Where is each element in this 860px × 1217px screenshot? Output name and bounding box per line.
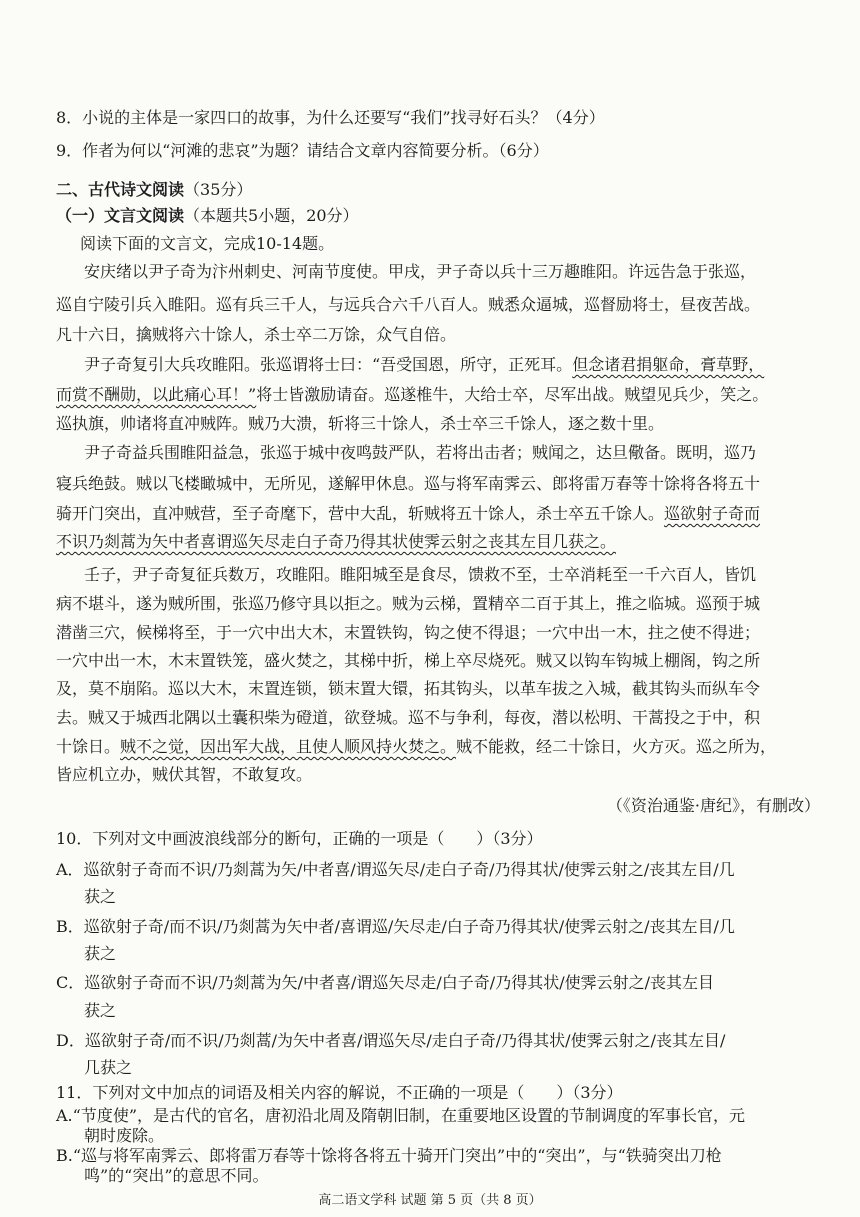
q10-option-c-cont: 获之 [84, 1001, 117, 1020]
q11-option-a: A.“节度使”，是古代的官名，唐初沿北周及隋朝旧制，在重要地区设置的节制调度的军事长官，元 [56, 1106, 746, 1125]
question-11-stem: 11．下列对文中加点的词语及相关内容的解说，不正确的一项是（ ）（3分） [56, 1083, 623, 1102]
passage-source: （《资治通鉴·唐纪》，有删改） [606, 796, 820, 815]
passage-line: 皆应机立办，贼伏其智，不敢复攻。 [56, 765, 313, 784]
passage-text: 尹子奇复引大兵攻睢阳。张巡谓将士曰：“吾受国恩，所守，正死耳。 [84, 355, 573, 374]
passage-line: 凡十六日，擒贼将六十馀人，杀士卒二万馀，众气自倍。 [56, 325, 457, 344]
q11-option-a-cont: 朝时废除。 [84, 1126, 165, 1145]
question-8: 8．小说的主体是一家四口的故事，为什么还要写“我们”找寻好石头？（4分） [56, 108, 605, 127]
passage-line [56, 504, 816, 524]
q10-option-d: D．巡欲射子奇/而不识/乃剡蒿/为矢中者喜/谓巡矢尽/走白子奇/乃得其状/使霁云射之/丧其左目/ [56, 1031, 726, 1050]
wavy-underlined-text: 而赏不酬勋，以此痛心耳！” [56, 385, 257, 404]
passage-line: 病不堪斗，遂为贼所围，张巡乃修守具以拒之。贼为云梯，置精卒二百于其上，推之临城。巡预于城 [56, 594, 761, 613]
section-heading [56, 180, 816, 200]
passage-line: 巡自宁陵引兵入睢阳。巡有兵三千人，与远兵合六千八百人。贼悉众逼城，巡督励将士，昼夜苦战。 [56, 295, 761, 314]
passage-line [56, 385, 816, 405]
passage-line: 去。贼又于城西北隅以土囊积柴为磴道，欲登城。巡不与争利，每夜，潜以松明、干蒿投之于中，积 [56, 708, 761, 727]
q10-option-c: C．巡欲射子奇而不识/乃剡蒿为矢/中者喜/谓巡矢尽走/白子奇/乃得其状/使霁云射之/丧其左目 [56, 973, 714, 992]
passage-line: 安庆绪以尹子奇为汴州刺史、河南节度使。甲戌，尹子奇以兵十三万趣睢阳。许远告急于张巡， [84, 262, 757, 281]
passage-line: 潜凿三穴，候梯将至，于一穴中出大木，末置铁钩，钩之使不得退；一穴中出一木，拄之使不得进； [56, 623, 761, 642]
wavy-underlined-text: 贼不之觉，因出军大战，且使人顺风持火焚之。 [120, 737, 457, 756]
passage-line [84, 355, 816, 375]
passage-text: 骑开门突出，直冲贼营，至子奇麾下，营中大乱，斩贼将五十馀人，杀士卒五千馀人。 [56, 504, 665, 523]
section-score: （35分） [184, 180, 253, 199]
q10-option-b-cont: 获之 [84, 944, 117, 963]
q10-option-d-cont: 几获之 [84, 1058, 133, 1077]
q11-option-b-cont: 鸣”的“突出”的意思不同。 [84, 1166, 269, 1185]
passage-line [56, 737, 816, 757]
passage-line: 及，莫不崩陷。巡以大木，末置连锁，锁末置大镮，拓其钩头，以革车拔之入城，截其钩头而纵车令 [56, 679, 761, 698]
subsection-heading [56, 206, 816, 226]
q10-option-a-cont: 获之 [84, 887, 117, 906]
q10-option-b: B．巡欲射子奇/而不识/乃剡蒿为矢中者/喜谓巡/矢尽走/白子奇乃得其状/使霁云射之/丧其左目/几 [56, 917, 735, 936]
page-footer: 高二语文学科 试题 第 5 页（共 8 页） [318, 1193, 542, 1208]
passage-text: 贼不能救，经二十馀日，火方灭。巡之所为， [456, 737, 777, 756]
question-9: 9．作者为何以“河滩的悲哀”为题？请结合文章内容简要分析。（6分） [56, 141, 549, 160]
passage-line: 寝兵绝鼓。贼以飞楼瞰城中，无所见，遂解甲休息。巡与将军南霁云、郎将雷万春等十馀将各将五十 [56, 474, 761, 493]
subsection-title: （一）文言文阅读 [56, 206, 185, 225]
passage-line: 壬子，尹子奇复征兵数万，攻睢阳。睢阳城至是食尽，馈救不至，士卒消耗至一千六百人，皆饥 [84, 565, 757, 584]
reading-instruction: 阅读下面的文言文，完成10-14题。 [80, 234, 335, 253]
subsection-note: （本题共5小题，20分） [184, 206, 359, 225]
q10-option-a: A．巡欲射子奇而不识/乃剡蒿为矢/中者喜/谓巡矢尽/走白子奇/乃得其状/使霁云射之/丧其左目/几 [56, 860, 735, 879]
wavy-underlined-text: 巡欲射子奇而 [664, 504, 761, 523]
passage-text: 十馀日。 [56, 737, 121, 756]
passage-text: 将士皆激励请奋。巡遂椎牛，大给士卒，尽军出战。贼望见兵少，笑之。 [256, 385, 769, 404]
q11-option-b: B.“巡与将军南霁云、郎将雷万春等十馀将各将五十骑开门突出”中的“突出”，与“铁骑突出刀枪 [56, 1146, 722, 1165]
passage-line: 一穴中出一木，木末置铁笼，盛火焚之，其梯中折，梯上卒尽烧死。贼又以钩车钩城上棚阁，钩之所 [56, 651, 761, 670]
section-title: 二、古代诗文阅读 [56, 180, 185, 199]
wavy-underlined-text: 但念诸君捐躯命，膏草野， [572, 355, 765, 374]
passage-line [56, 532, 816, 552]
question-10-stem: 10．下列对文中画波浪线部分的断句，正确的一项是（ ）（3分） [56, 829, 543, 848]
passage-line: 尹子奇益兵围睢阳益急，张巡于城中夜鸣鼓严队，若将出击者；贼闻之，达旦儆备。既明，巡乃 [84, 443, 757, 462]
passage-line: 巡执旗，帅诸将直冲贼阵。贼乃大溃，斩将三十馀人，杀士卒三千馀人，逐之数十里。 [56, 414, 665, 433]
wavy-underlined-text: 不识乃剡蒿为矢中者喜谓巡矢尽走白子奇乃得其状使霁云射之丧其左目几获之。 [56, 532, 617, 551]
